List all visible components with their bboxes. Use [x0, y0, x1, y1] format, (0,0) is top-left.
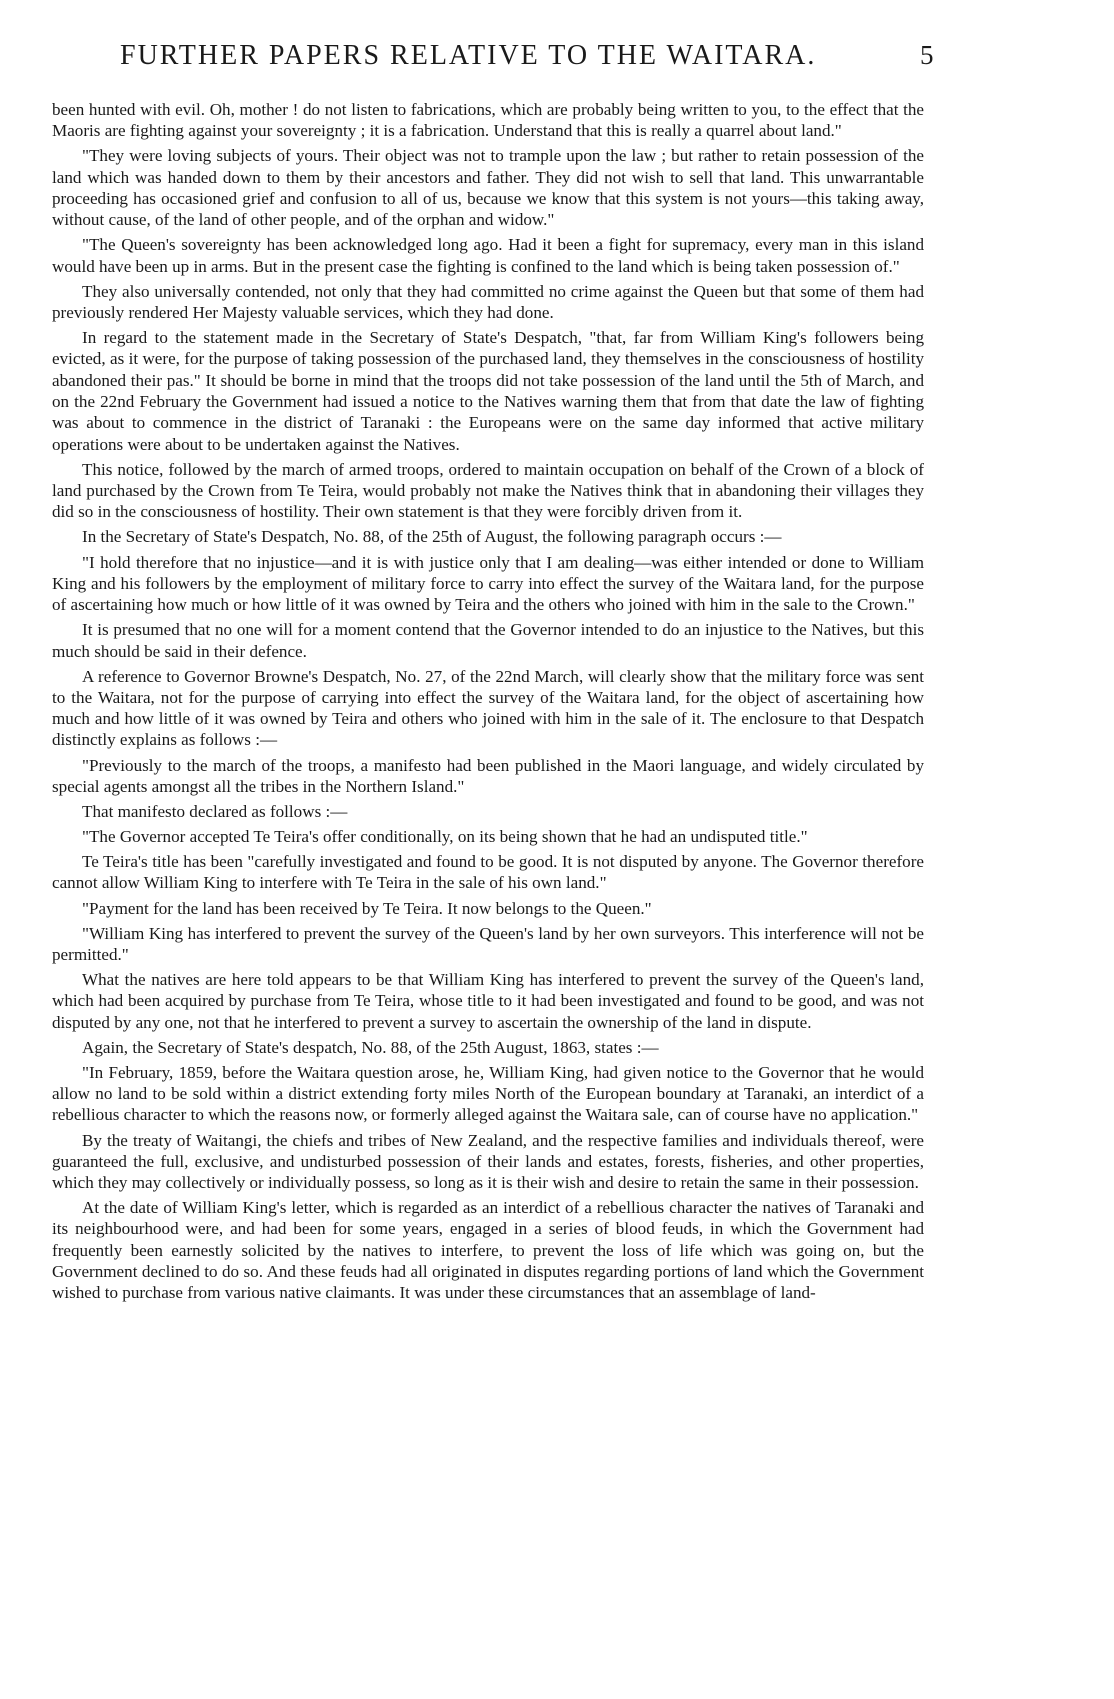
paragraph: What the natives are here told appears to be that William King has interfered to prevent the survey of the Queen's land, which had been acquired by purchase from Te Teira, whose title to it had been investigated and found to be good, and was not disputed by any one, not that he interfered to prevent a survey to ascertain the ownership of the land in dispute. [52, 970, 924, 1032]
paragraph: They also universally contended, not only that they had committed no crime against the Queen but that some of them had previously rendered Her Majesty valuable services, which they had done. [52, 281, 924, 323]
paragraph: A reference to Governor Browne's Despatch, No. 27, of the 22nd March, will clearly show that the military force was sent to the Waitara, not for the purpose of carrying into effect the survey of the Waitara land, for the object of ascertaining how much and how little of it was owned by Teira and others who joined with him in the sale of it. The enclosure to that Despatch distinctly explains as follows :— [52, 666, 924, 750]
paragraph: It is presumed that no one will for a moment contend that the Governor intended to do an injustice to the Natives, but this much should be said in their defence. [52, 620, 924, 661]
paragraph: This notice, followed by the march of armed troops, ordered to maintain occupation on behalf of the Crown of a block of land purchased by the Crown from Te Teira, would probably not make the Natives think that in abandoning their villages they did so in the consciousness of hostility. Their own statement is that they were forcibly driven from it. [52, 459, 924, 522]
paragraph: Te Teira's title has been "carefully investigated and found to be good. It is not disputed by anyone. The Governor therefore cannot allow William King to interfere with Te Teira in the sale of his own land." [52, 852, 924, 893]
quoted-paragraph: "I hold therefore that no injustice—and it is with justice only that I am dealing—was either intended or done to William King and his followers by the employment of military force to carry into effect the survey of the Waitara land, for the purpose of ascertaining how much or how little of it was owned by Teira and the others who joined with him in the sale to the Crown." [52, 552, 924, 615]
paragraph: In the Secretary of State's Despatch, No. 88, of the 25th of August, the following paragraph occurs :— [82, 527, 782, 547]
paragraph: At the date of William King's letter, which is regarded as an interdict of a rebellious character the natives of Taranaki and its neighbourhood were, and had been for some years, engaged in a series of blood feuds, in which the Government had frequently been earnestly solicited by the natives to interfere, to prevent the loss of life which was going on, but the Government declined to do so. And these feuds had all originated in disputes regarding portions of land which the Government wished to purchase from various native claimants. It was under these circumstances that an assemblage of land- [52, 1198, 924, 1303]
paragraph: In regard to the statement made in the Secretary of State's Despatch, "that, far from William King's followers being evicted, as it were, for the purpose of taking possession of the purchased land, they themselves in the consciousness of hostility abandoned their pas." It should be borne in mind that the troops did not take possession of the land until the 5th of March, and on the 22nd February the Government had issued a notice to the Natives warning them that from that date the law of fighting was about to commence in the district of Taranaki : the Europeans were on the same day informed that active military operations were about to be undertaken against the Natives. [52, 328, 924, 454]
quoted-paragraph: "In February, 1859, before the Waitara question arose, he, William King, had given notice to the Governor that he would allow no land to be sold within a district extending forty miles North of the European boundary at Taranaki, an interdict of a rebellious character to which the reasons now, or formerly alleged against the Waitara sale, can of course have no application." [52, 1062, 924, 1125]
quoted-paragraph: "Payment for the land has been received by Te Teira. It now belongs to the Queen." [82, 898, 652, 918]
quoted-paragraph: "William King has interfered to prevent the survey of the Queen's land by her own surveyors. This interference will not be permitted." [52, 923, 924, 964]
page-number: 5 [920, 40, 934, 70]
page-header [40, 40, 940, 80]
paragraph: That manifesto declared as follows :— [82, 801, 348, 821]
quoted-paragraph: "The Governor accepted Te Teira's offer conditionally, on its being shown that he had an undisputed title." [82, 827, 808, 847]
running-title: FURTHER PAPERS RELATIVE TO THE WAITARA. [120, 40, 817, 71]
quoted-paragraph: "Previously to the march of the troops, a manifesto had been published in the Maori language, and widely circulated by special agents amongst all the tribes in the Northern Island." [52, 755, 924, 796]
paragraph: Again, the Secretary of State's despatch, No. 88, of the 25th August, 1863, states :— [82, 1037, 659, 1057]
body-text [52, 99, 924, 1307]
paragraph: been hunted with evil. Oh, mother ! do not listen to fabrications, which are probably being written to you, to the effect that the Maoris are fighting against your sovereignty ; it is a fabrication. Understand that this is really a quarrel about land." [52, 100, 924, 141]
paragraph: By the treaty of Waitangi, the chiefs and tribes of New Zealand, and the respective families and individuals thereof, were guaranteed the full, exclusive, and undisturbed possession of their lands and estates, forests, fisheries, and other properties, which they may collectively or individually possess, so long as it is their wish and desire to retain the same in their possession. [52, 1130, 924, 1193]
paragraph: "They were loving subjects of yours. Their object was not to trample upon the law ; but rather to retain possession of the land which was handed down to them by their ancestors and father. They did not wish to sell that land. This unwarrantable proceeding has occasioned grief and confusion to all of us, because we know that this system is not yours—this taking away, without cause, of the land of other people, and of the orphan and widow." [52, 146, 924, 230]
paragraph: "The Queen's sovereignty has been acknowledged long ago. Had it been a fight for supremacy, every man in this island would have been up in arms. But in the present case the fighting is confined to the land which is being taken possession of." [52, 235, 924, 276]
